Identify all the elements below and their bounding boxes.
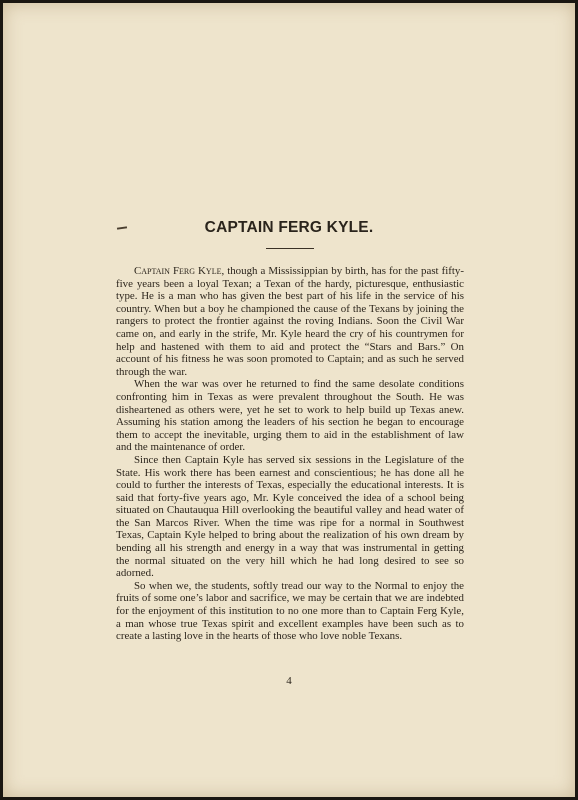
paragraph-text: though a Mississippian by birth, has for the past fifty-five years been a loyal Texan; a Texan of the hardy, picturesque, enthusiastic type. He is a man who has given the best part of his life in the service of his country. When but a boy he championed the cause of the Texans by joining the rangers to protect the frontier against the roving Indians. Soon the Civil War came on, and early in the strife, Mr. Kyle heard the cry of his countrymen for help and hastened with them to aid and protect the “Stars and Bars.” On account of his fitness he was soon promoted to Captain; and as such he served through the war. xyxy=(116,265,464,378)
paragraph-text: When the war was over he returned to find the same desolate conditions confronting him in Texas as were prevalent throughout the South. He was disheartened as others were, yet he set to work to help build up Texas anew. Assuming his station among the leaders of his section he began to encourage them to accept the inevitable, urging them to aid in the establishment of law and the maintenance of order. xyxy=(116,378,464,454)
title-divider xyxy=(266,248,314,249)
paragraph-2 xyxy=(116,378,464,454)
page-number: 4 xyxy=(286,675,292,687)
paragraph-text: So when we, the students, softly tread our way to the Normal to enjoy the fruits of some one’s labor and sacrifice, we may be certain that we are indebted for the enjoyment of this institution to no one more than to Captain Ferg Kyle, a man whose true Texas spirit and excellent examples have been such as to create a lasting love in the hearts of those who love noble Texans. xyxy=(116,579,464,643)
paragraph-text: Since then Captain Kyle has served six sessions in the Legislature of the State. His work there has been earnest and conscientious; he has done all he could to further the interests of Texas, especially the educational interests. It is said that forty-five years ago, Mr. Kyle conceived the idea of a school being situated on Chautauqua Hill overlooking the beautiful valley and head water of the San Marcos River. When the time was ripe for a normal in Southwest Texas, Captain Kyle helped to bring about the realization of his own dream by bending all his strength and energy in a way that was instrumental in getting the normal situated on the very hill which he had long desired to see so adorned. xyxy=(116,453,464,580)
document-page xyxy=(3,3,575,797)
paragraph-4 xyxy=(116,580,464,643)
article-title: CAPTAIN FERG KYLE. xyxy=(204,219,374,236)
article-body xyxy=(116,265,464,643)
paragraph-3 xyxy=(116,454,464,580)
paragraph-lead: Captain Ferg Kyle, xyxy=(134,265,225,277)
paragraph-1 xyxy=(116,265,464,378)
